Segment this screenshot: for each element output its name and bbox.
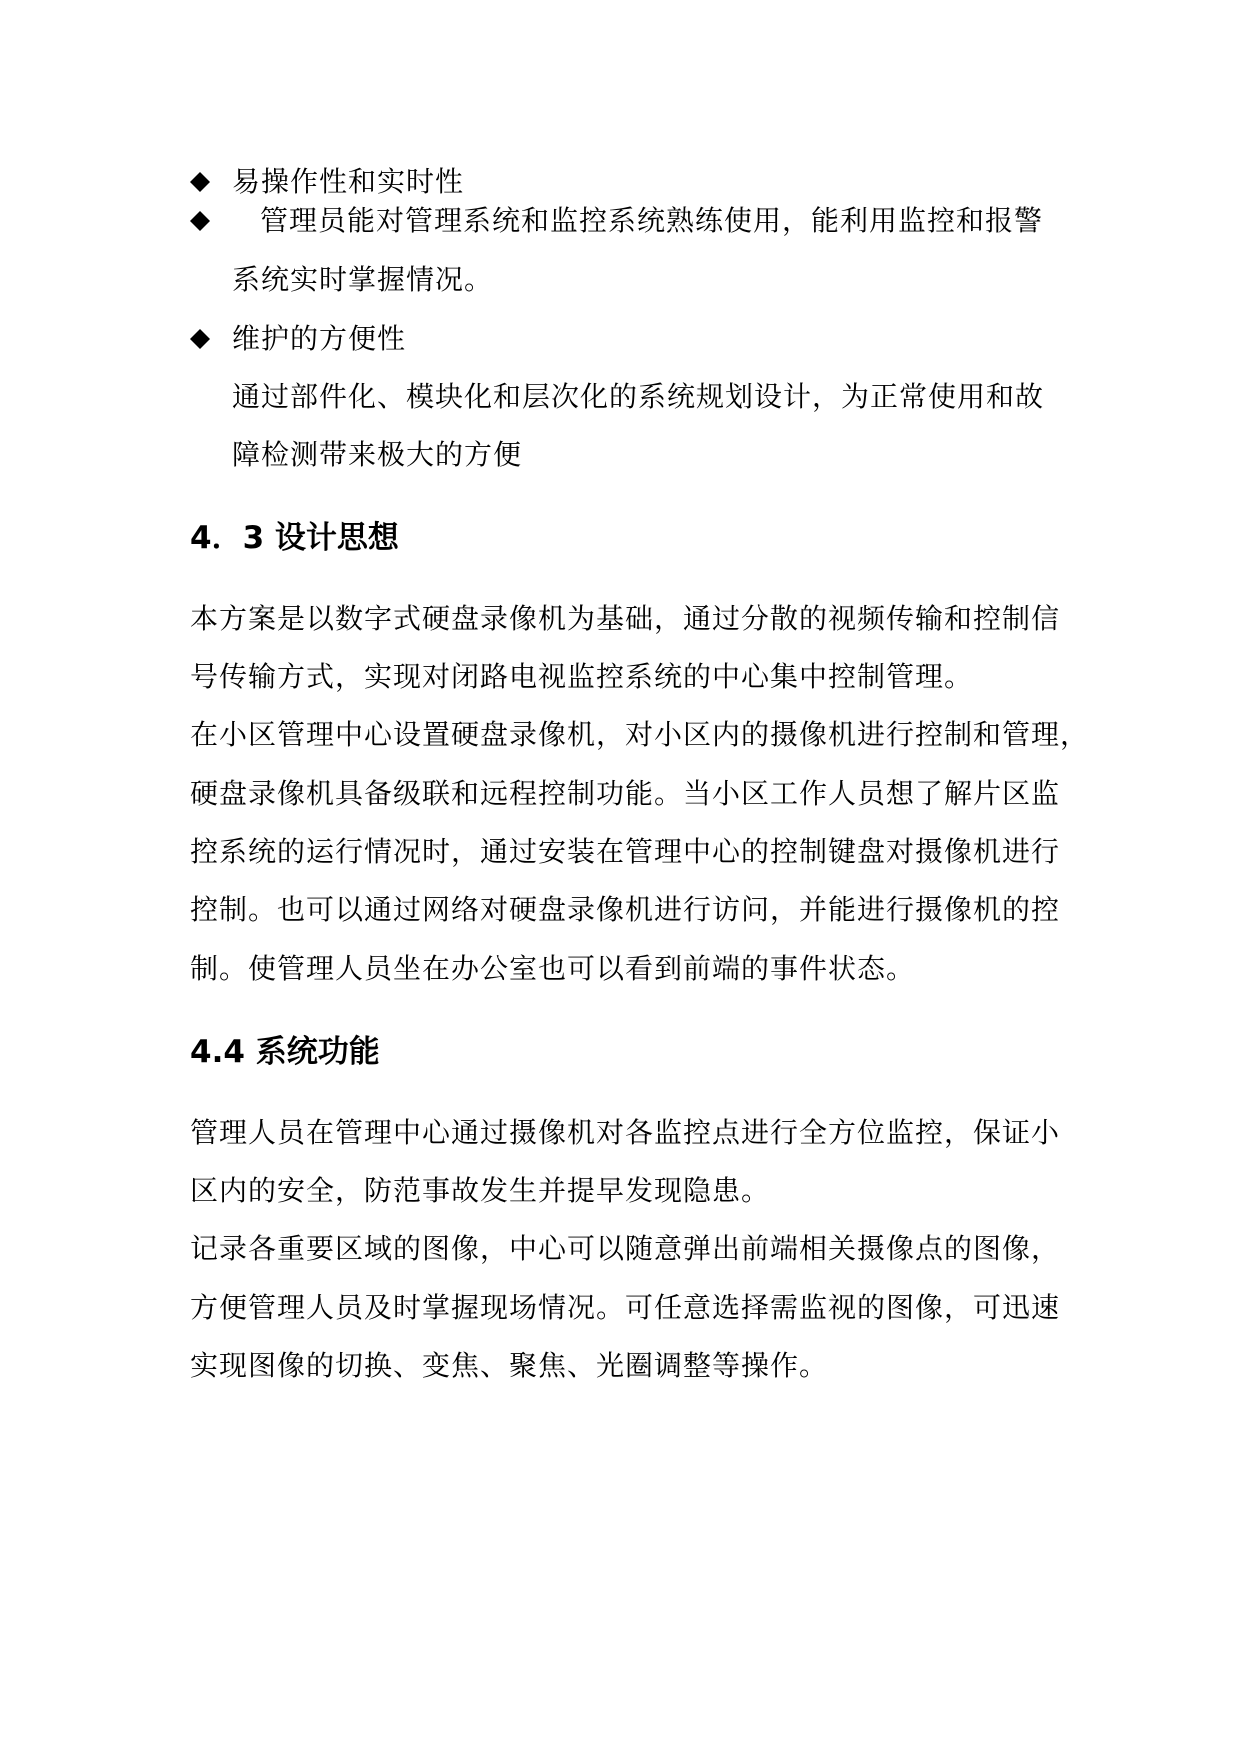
diamond-bullet-icon	[190, 172, 210, 192]
paragraph-line: 硬盘录像机具备级联和远程控制功能。当小区工作人员想了解片区监	[190, 777, 1061, 810]
bullet-item-administrator	[190, 201, 1090, 241]
paragraph-line: 区内的安全，防范事故发生并提早发现隐患。	[190, 1174, 771, 1207]
paragraph-line: 制。使管理人员坐在办公室也可以看到前端的事件状态。	[190, 952, 916, 985]
paragraph-line: 记录各重要区域的图像，中心可以随意弹出前端相关摄像点的图像，	[190, 1232, 1061, 1265]
paragraph-line: 号传输方式，实现对闭路电视监控系统的中心集中控制管理。	[190, 660, 974, 693]
bullet-continuation-text: 系统实时掌握情况。	[232, 263, 494, 296]
bullet-text: 易操作性和实时性	[232, 165, 465, 198]
paragraph-line: 通过部件化、模块化和层次化的系统规划设计，为正常使用和故	[232, 380, 1045, 413]
paragraph-line: 管理人员在管理中心通过摄像机对各监控点进行全方位监控，保证小	[190, 1116, 1061, 1149]
diamond-bullet-icon	[190, 329, 210, 349]
bullet-item-ease-of-operation	[190, 162, 1090, 202]
bullet-text: 维护的方便性	[232, 322, 407, 355]
paragraph-line: 方便管理人员及时掌握现场情况。可任意选择需监视的图像，可迅速	[190, 1291, 1061, 1324]
paragraph-line: 实现图像的切换、变焦、聚焦、光圈调整等操作。	[190, 1349, 829, 1382]
paragraph-line: 本方案是以数字式硬盘录像机为基础，通过分散的视频传输和控制信	[190, 602, 1061, 635]
paragraph-line: 控系统的运行情况时，通过安装在管理中心的控制键盘对摄像机进行	[190, 835, 1061, 868]
section-heading-design-idea: 4．3 设计思想	[190, 520, 399, 556]
paragraph-line: 障检测带来极大的方便	[232, 438, 523, 471]
bullet-text: 管理员能对管理系统和监控系统熟练使用，能利用监控和报警	[260, 204, 1044, 237]
bullet-item-maintenance	[190, 319, 1090, 359]
paragraph-line: 控制。也可以通过网络对硬盘录像机进行访问，并能进行摄像机的控	[190, 893, 1061, 926]
section-heading-system-functions: 4.4 系统功能	[190, 1034, 380, 1070]
diamond-bullet-icon	[190, 211, 210, 231]
paragraph-line: 在小区管理中心设置硬盘录像机，对小区内的摄像机进行控制和管理，	[190, 718, 1090, 751]
